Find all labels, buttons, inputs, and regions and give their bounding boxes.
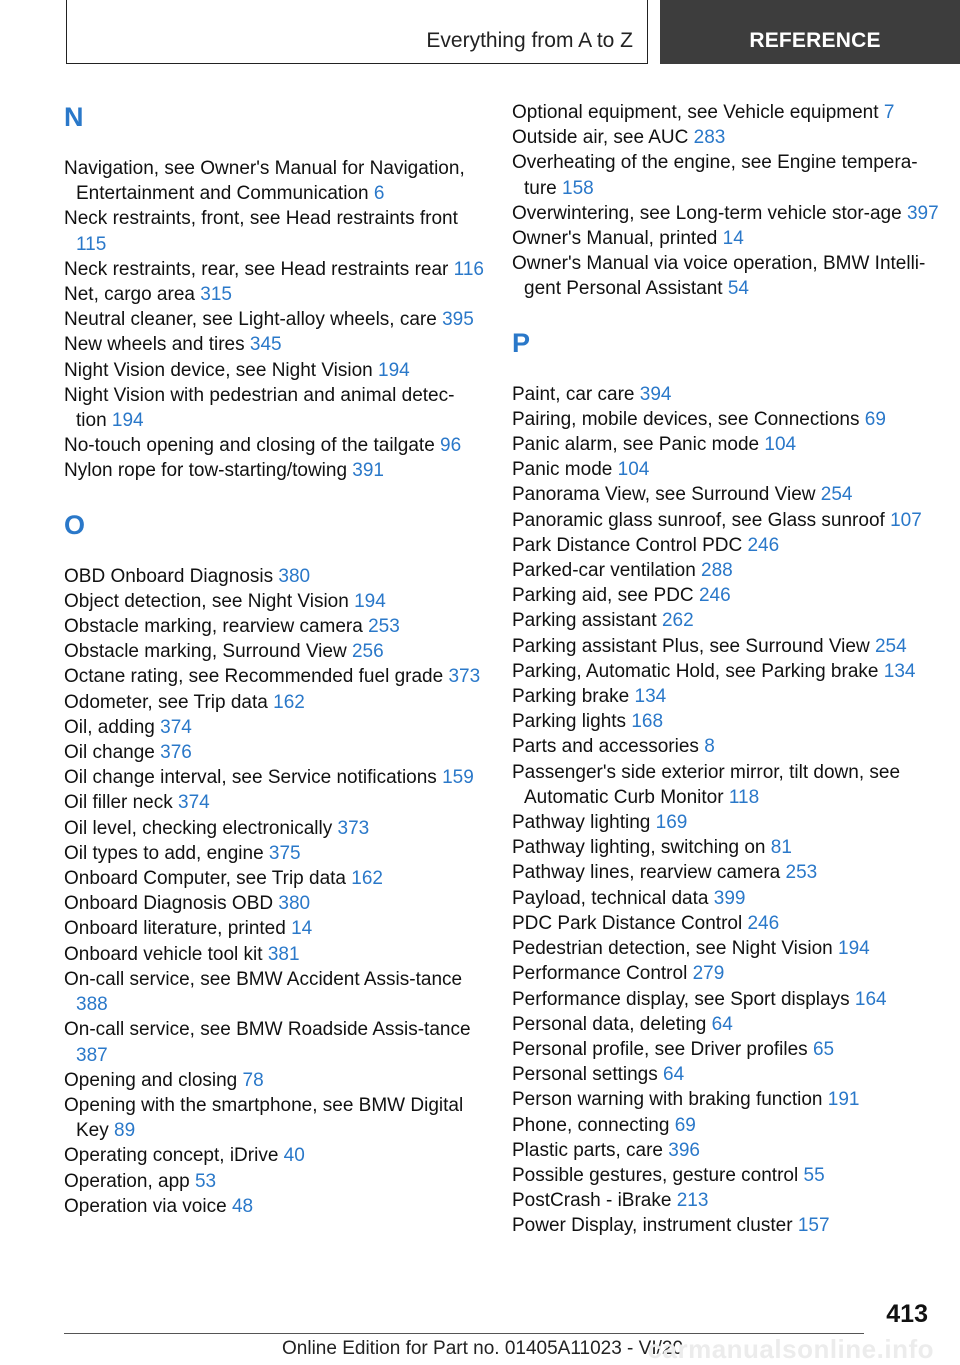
index-page-link[interactable]: 69: [864, 408, 886, 430]
index-entry-text: Phone, connecting: [512, 1114, 670, 1136]
index-entry-text: Performance Control: [512, 963, 688, 985]
index-page-link[interactable]: 55: [803, 1164, 825, 1186]
index-page-link[interactable]: 159: [442, 767, 474, 789]
index-page-link[interactable]: 374: [178, 792, 210, 814]
index-entry-text: Overwintering, see Long-term vehicle stor-age: [512, 202, 902, 224]
index-entry-text: Oil types to add, engine: [64, 842, 264, 864]
index-entry: [512, 558, 942, 583]
index-entry-text: Operation via voice: [64, 1195, 227, 1217]
index-entry: [64, 740, 484, 765]
index-entry-text: Personal profile, see Driver profiles: [512, 1038, 808, 1060]
index-entry: [512, 608, 942, 633]
index-entry: [512, 100, 942, 125]
index-entry: [64, 458, 484, 483]
index-page-link[interactable]: 394: [639, 383, 672, 405]
index-entry: [512, 1188, 942, 1213]
index-entry: [512, 1037, 942, 1062]
index-entry: [64, 1068, 484, 1093]
index-entry-text: Onboard literature, printed: [64, 918, 286, 940]
index-entry: [64, 841, 484, 866]
index-entry: [512, 251, 942, 301]
index-letter-heading: O: [64, 509, 86, 540]
index-page-link[interactable]: 194: [378, 359, 410, 381]
index-page-link[interactable]: 14: [722, 228, 744, 250]
index-entry: [512, 659, 942, 684]
index-page-link[interactable]: 96: [440, 435, 462, 457]
index-entry-text: Oil level, checking electronically: [64, 817, 333, 839]
index-entry: [512, 1113, 942, 1138]
index-entry: [512, 382, 942, 407]
index-page-link[interactable]: 380: [278, 565, 311, 587]
index-entry: [512, 709, 942, 734]
index-entry-text: Octane rating, see Recommended fuel grade: [64, 666, 444, 688]
index-entry-text: Paint, car care: [512, 383, 635, 405]
index-entry: [64, 891, 484, 916]
index-page-link[interactable]: 89: [114, 1120, 136, 1142]
index-entry-text: Panic alarm, see Panic mode: [512, 434, 760, 456]
index-entry-text: Pathway lines, rearview camera: [512, 862, 781, 884]
index-page-link[interactable]: 345: [249, 334, 282, 356]
index-entry-text: Parking aid, see PDC: [512, 585, 694, 607]
index-entry: [512, 201, 942, 226]
index-entry-text: Night Vision with pedestrian and animal detec-tion: [64, 384, 455, 432]
index-entry-text: Owner's Manual, printed: [512, 228, 718, 250]
index-entry: [64, 765, 484, 790]
index-page-link[interactable]: 381: [267, 943, 300, 965]
index-entry: [512, 810, 942, 835]
index-page-link[interactable]: 157: [797, 1215, 830, 1237]
index-entry: [64, 564, 484, 589]
index-entry: [64, 589, 484, 614]
index-entry: [64, 614, 484, 639]
index-page-link[interactable]: 246: [747, 912, 780, 934]
index-entry-text: Personal settings: [512, 1064, 658, 1086]
index-page-link[interactable]: 256: [351, 641, 384, 663]
index-entry: [64, 664, 484, 689]
index-entry: [512, 1012, 942, 1037]
index-entry: [64, 332, 484, 357]
index-page-link[interactable]: 78: [242, 1069, 264, 1091]
index-entry: [512, 407, 942, 432]
index-letter-heading: P: [512, 327, 531, 358]
index-entry-text: Possible gestures, gesture control: [512, 1164, 799, 1186]
index-entry-text: Oil change: [64, 742, 155, 764]
index-entry-text: Person warning with braking function: [512, 1089, 823, 1111]
index-page-link[interactable]: 253: [785, 862, 818, 884]
index-page-link[interactable]: 6: [373, 183, 385, 205]
index-entry-text: PostCrash - iBrake: [512, 1190, 672, 1212]
index-entry: [512, 482, 942, 507]
index-entry: [64, 1169, 484, 1194]
index-entry-text: Operating concept, iDrive: [64, 1145, 279, 1167]
index-entry-text: Pathway lighting: [512, 812, 651, 834]
index-page-link[interactable]: 396: [668, 1139, 700, 1161]
index-page-link[interactable]: 262: [661, 610, 694, 632]
index-entry: [512, 1087, 942, 1112]
index-entry-text: Pedestrian detection, see Night Vision: [512, 938, 833, 960]
index-page-link[interactable]: 194: [354, 590, 386, 612]
index-page-link[interactable]: 373: [448, 666, 481, 688]
index-entry-text: Neck restraints, front, see Head restraints front: [64, 208, 458, 230]
index-page-link[interactable]: 315: [200, 284, 232, 306]
index-page-link[interactable]: 164: [854, 988, 887, 1010]
index-page-link[interactable]: 397: [906, 202, 939, 224]
index-entry-text: Oil filler neck: [64, 792, 173, 814]
index-page-link[interactable]: 168: [631, 711, 664, 733]
page-number: 413: [886, 1300, 928, 1328]
index-entry-text: Neck restraints, rear, see Head restraints rear: [64, 258, 449, 280]
watermark: carmanualsonline.info: [647, 1334, 934, 1364]
index-entry-text: Parking lights: [512, 711, 627, 733]
index-entry: [64, 639, 484, 664]
index-entry-text: Park Distance Control PDC: [512, 534, 743, 556]
index-page-link[interactable]: 118: [728, 786, 760, 808]
index-entry: [512, 508, 942, 533]
index-page-link[interactable]: 213: [676, 1190, 709, 1212]
index-entry: [512, 860, 942, 885]
index-entry: [512, 125, 942, 150]
index-entry-text: Pairing, mobile devices, see Connections: [512, 408, 860, 430]
index-entry-text: Onboard vehicle tool kit: [64, 943, 263, 965]
index-entry-text: On-call service, see BMW Accident Assis-tance: [64, 968, 463, 990]
index-entry-text: Passenger's side exterior mirror, tilt down, see Automatic Curb Monitor: [512, 761, 901, 808]
index-page-link[interactable]: 162: [273, 691, 305, 713]
index-page-link[interactable]: 64: [663, 1064, 685, 1086]
index-entry-text: Oil, adding: [64, 716, 155, 738]
index-entry: [512, 886, 942, 911]
index-entry-text: OBD Onboard Diagnosis: [64, 565, 274, 587]
index-entry: [512, 835, 942, 860]
index-entry: [64, 690, 484, 715]
index-page-link[interactable]: 104: [764, 434, 797, 456]
index-entry-text: PDC Park Distance Control: [512, 912, 743, 934]
index-entry: [512, 634, 942, 659]
index-entry-text: Payload, technical data: [512, 887, 709, 909]
index-entry: [512, 533, 942, 558]
index-entry: [512, 1163, 942, 1188]
index-page-link[interactable]: 395: [442, 309, 474, 331]
index-entry-text: Odometer, see Trip data: [64, 691, 268, 713]
header-section-tab: REFERENCE: [660, 0, 960, 64]
index-entry-text: Object detection, see Night Vision: [64, 590, 349, 612]
index-page-link[interactable]: 246: [747, 534, 780, 556]
index-entry-text: Opening and closing: [64, 1069, 238, 1091]
index-entry: [64, 206, 484, 256]
index-entry: [64, 816, 484, 841]
index-entry: [512, 961, 942, 986]
index-entry-text: Opening with the smartphone, see BMW Digital Key: [64, 1094, 464, 1142]
index-entry-text: Obstacle marking, Surround View: [64, 641, 347, 663]
index-entry-text: Panic mode: [512, 459, 613, 481]
index-page-link[interactable]: 391: [352, 460, 384, 482]
index-entry: [512, 432, 942, 457]
index-entry-text: Oil change interval, see Service notifications: [64, 767, 437, 789]
index-page-link[interactable]: 288: [701, 560, 733, 582]
index-page-link[interactable]: 69: [674, 1114, 696, 1136]
index-page-link[interactable]: 134: [883, 660, 916, 682]
index-entry-text: Optional equipment, see Vehicle equipment: [512, 102, 879, 123]
index-entry: [64, 282, 484, 307]
index-entry-text: Parts and accessories: [512, 736, 699, 758]
index-letter-heading: N: [64, 102, 84, 132]
index-entry-text: Panorama View, see Surround View: [512, 484, 816, 506]
header-title: Everything from A to Z: [426, 29, 633, 52]
index-page-link[interactable]: 134: [634, 686, 667, 708]
index-entry: [64, 790, 484, 815]
index-page-link[interactable]: 375: [268, 842, 301, 864]
index-entry: [64, 967, 484, 1017]
index-entry: [512, 150, 942, 200]
index-page-link[interactable]: 376: [160, 742, 192, 764]
index-page-link[interactable]: 54: [727, 278, 749, 300]
index-entry-text: Neutral cleaner, see Light-alloy wheels, care: [64, 309, 437, 331]
index-entry: [64, 307, 484, 332]
index-entry-text: On-call service, see BMW Roadside Assis-tance: [64, 1019, 471, 1041]
index-entry: [512, 1062, 942, 1087]
index-entry-text: Parking assistant: [512, 610, 657, 632]
index-page-link[interactable]: 253: [368, 616, 400, 638]
index-entry-text: Power Display, instrument cluster: [512, 1215, 793, 1237]
index-page-link[interactable]: 380: [278, 893, 311, 915]
index-entry: [512, 936, 942, 961]
index-entry-text: Onboard Computer, see Trip data: [64, 868, 346, 890]
index-entry-text: Owner's Manual via voice operation, BMW Intelli-gent Personal Assistant: [512, 253, 926, 300]
index-page-link[interactable]: 64: [711, 1013, 733, 1035]
index-page-link[interactable]: 116: [453, 258, 484, 280]
index-entry: [64, 1143, 484, 1168]
index-page-link[interactable]: 191: [827, 1089, 860, 1111]
index-entry-text: Nylon rope for tow-starting/towing: [64, 460, 348, 482]
index-entry: [512, 684, 942, 709]
index-page-link[interactable]: 283: [693, 127, 726, 149]
index-column-right: [512, 100, 942, 1239]
index-entry-text: Plastic parts, care: [512, 1139, 663, 1161]
index-page-link[interactable]: 374: [160, 716, 192, 738]
index-entry-text: Navigation, see Owner's Manual for Navigation, Entertainment and Communication: [64, 158, 465, 205]
index-entry-text: Pathway lighting, switching on: [512, 837, 766, 859]
index-page-link[interactable]: 14: [291, 918, 313, 940]
index-page-link[interactable]: 254: [820, 484, 853, 506]
index-page-link[interactable]: 115: [76, 233, 107, 255]
index-page-link[interactable]: 254: [874, 635, 907, 657]
index-entry-text: Parked-car ventilation: [512, 560, 696, 582]
index-page-link[interactable]: 246: [698, 585, 731, 607]
index-entry-text: Performance display, see Sport displays: [512, 988, 850, 1010]
index-page-link[interactable]: 81: [770, 837, 792, 859]
index-page-link[interactable]: 399: [713, 887, 746, 909]
index-entry-text: Overheating of the engine, see Engine tempera-ture: [512, 152, 918, 199]
index-entry: [512, 457, 942, 482]
index-entry-text: Personal data, deleting: [512, 1013, 707, 1035]
index-entry: [512, 760, 942, 810]
index-entry-text: Parking assistant Plus, see Surround View: [512, 635, 870, 657]
index-entry: [512, 911, 942, 936]
index-entry: [64, 358, 484, 383]
index-entry: [512, 226, 942, 251]
index-entry: [64, 916, 484, 941]
index-page-link[interactable]: 7: [883, 102, 895, 123]
index-page-link[interactable]: 107: [890, 509, 922, 531]
index-entry-text: Onboard Diagnosis OBD: [64, 893, 274, 915]
index-entry: [64, 257, 484, 282]
index-page-link[interactable]: 194: [111, 410, 144, 432]
index-page-link[interactable]: 158: [562, 177, 594, 199]
index-page-link[interactable]: 65: [812, 1038, 835, 1060]
index-page-link[interactable]: 169: [655, 812, 688, 834]
index-entry: [512, 583, 942, 608]
footer-edition: Online Edition for Part no. 01405A11023 - VI/20: [282, 1338, 684, 1359]
index-entry-text: Net, cargo area: [64, 284, 195, 306]
index-entry: [512, 1138, 942, 1163]
index-page-link[interactable]: 48: [231, 1195, 254, 1217]
index-entry-text: Panoramic glass sunroof, see Glass sunroof: [512, 509, 885, 531]
index-entry-text: Obstacle marking, rearview camera: [64, 616, 363, 638]
index-column-left: [64, 100, 484, 1219]
index-page-link[interactable]: 373: [337, 817, 370, 839]
header-title-box: [66, 0, 648, 64]
index-page-link[interactable]: 40: [283, 1145, 305, 1167]
index-entry: [64, 715, 484, 740]
index-page-link[interactable]: 387: [76, 1044, 108, 1066]
index-page-link[interactable]: 388: [76, 994, 108, 1016]
index-page-link[interactable]: 279: [692, 963, 725, 985]
index-entry-text: New wheels and tires: [64, 334, 245, 356]
index-entry-text: Parking, Automatic Hold, see Parking brake: [512, 660, 879, 682]
index-page-link[interactable]: 53: [194, 1170, 217, 1192]
index-entry: [64, 1194, 484, 1219]
index-entry-text: Operation, app: [64, 1170, 190, 1192]
index-entry: [64, 433, 484, 458]
index-entry-text: Parking brake: [512, 686, 630, 708]
index-entry: [512, 987, 942, 1012]
index-entry: [64, 1017, 484, 1067]
index-entry: [64, 866, 484, 891]
index-entry: [64, 942, 484, 967]
index-page-link[interactable]: 8: [704, 736, 715, 758]
index-page-link[interactable]: 194: [838, 938, 870, 960]
index-page-link[interactable]: 104: [617, 459, 650, 481]
index-entry-text: Outside air, see AUC: [512, 127, 689, 149]
index-entry: [64, 1093, 484, 1143]
index-entry-text: Night Vision device, see Night Vision: [64, 359, 373, 381]
index-entry-text: No-touch opening and closing of the tailgate: [64, 435, 435, 457]
index-entry: [512, 734, 942, 759]
index-page-link[interactable]: 162: [351, 868, 383, 890]
index-entry: [64, 383, 484, 433]
index-entry: [512, 1213, 942, 1238]
index-entry: [64, 156, 484, 206]
